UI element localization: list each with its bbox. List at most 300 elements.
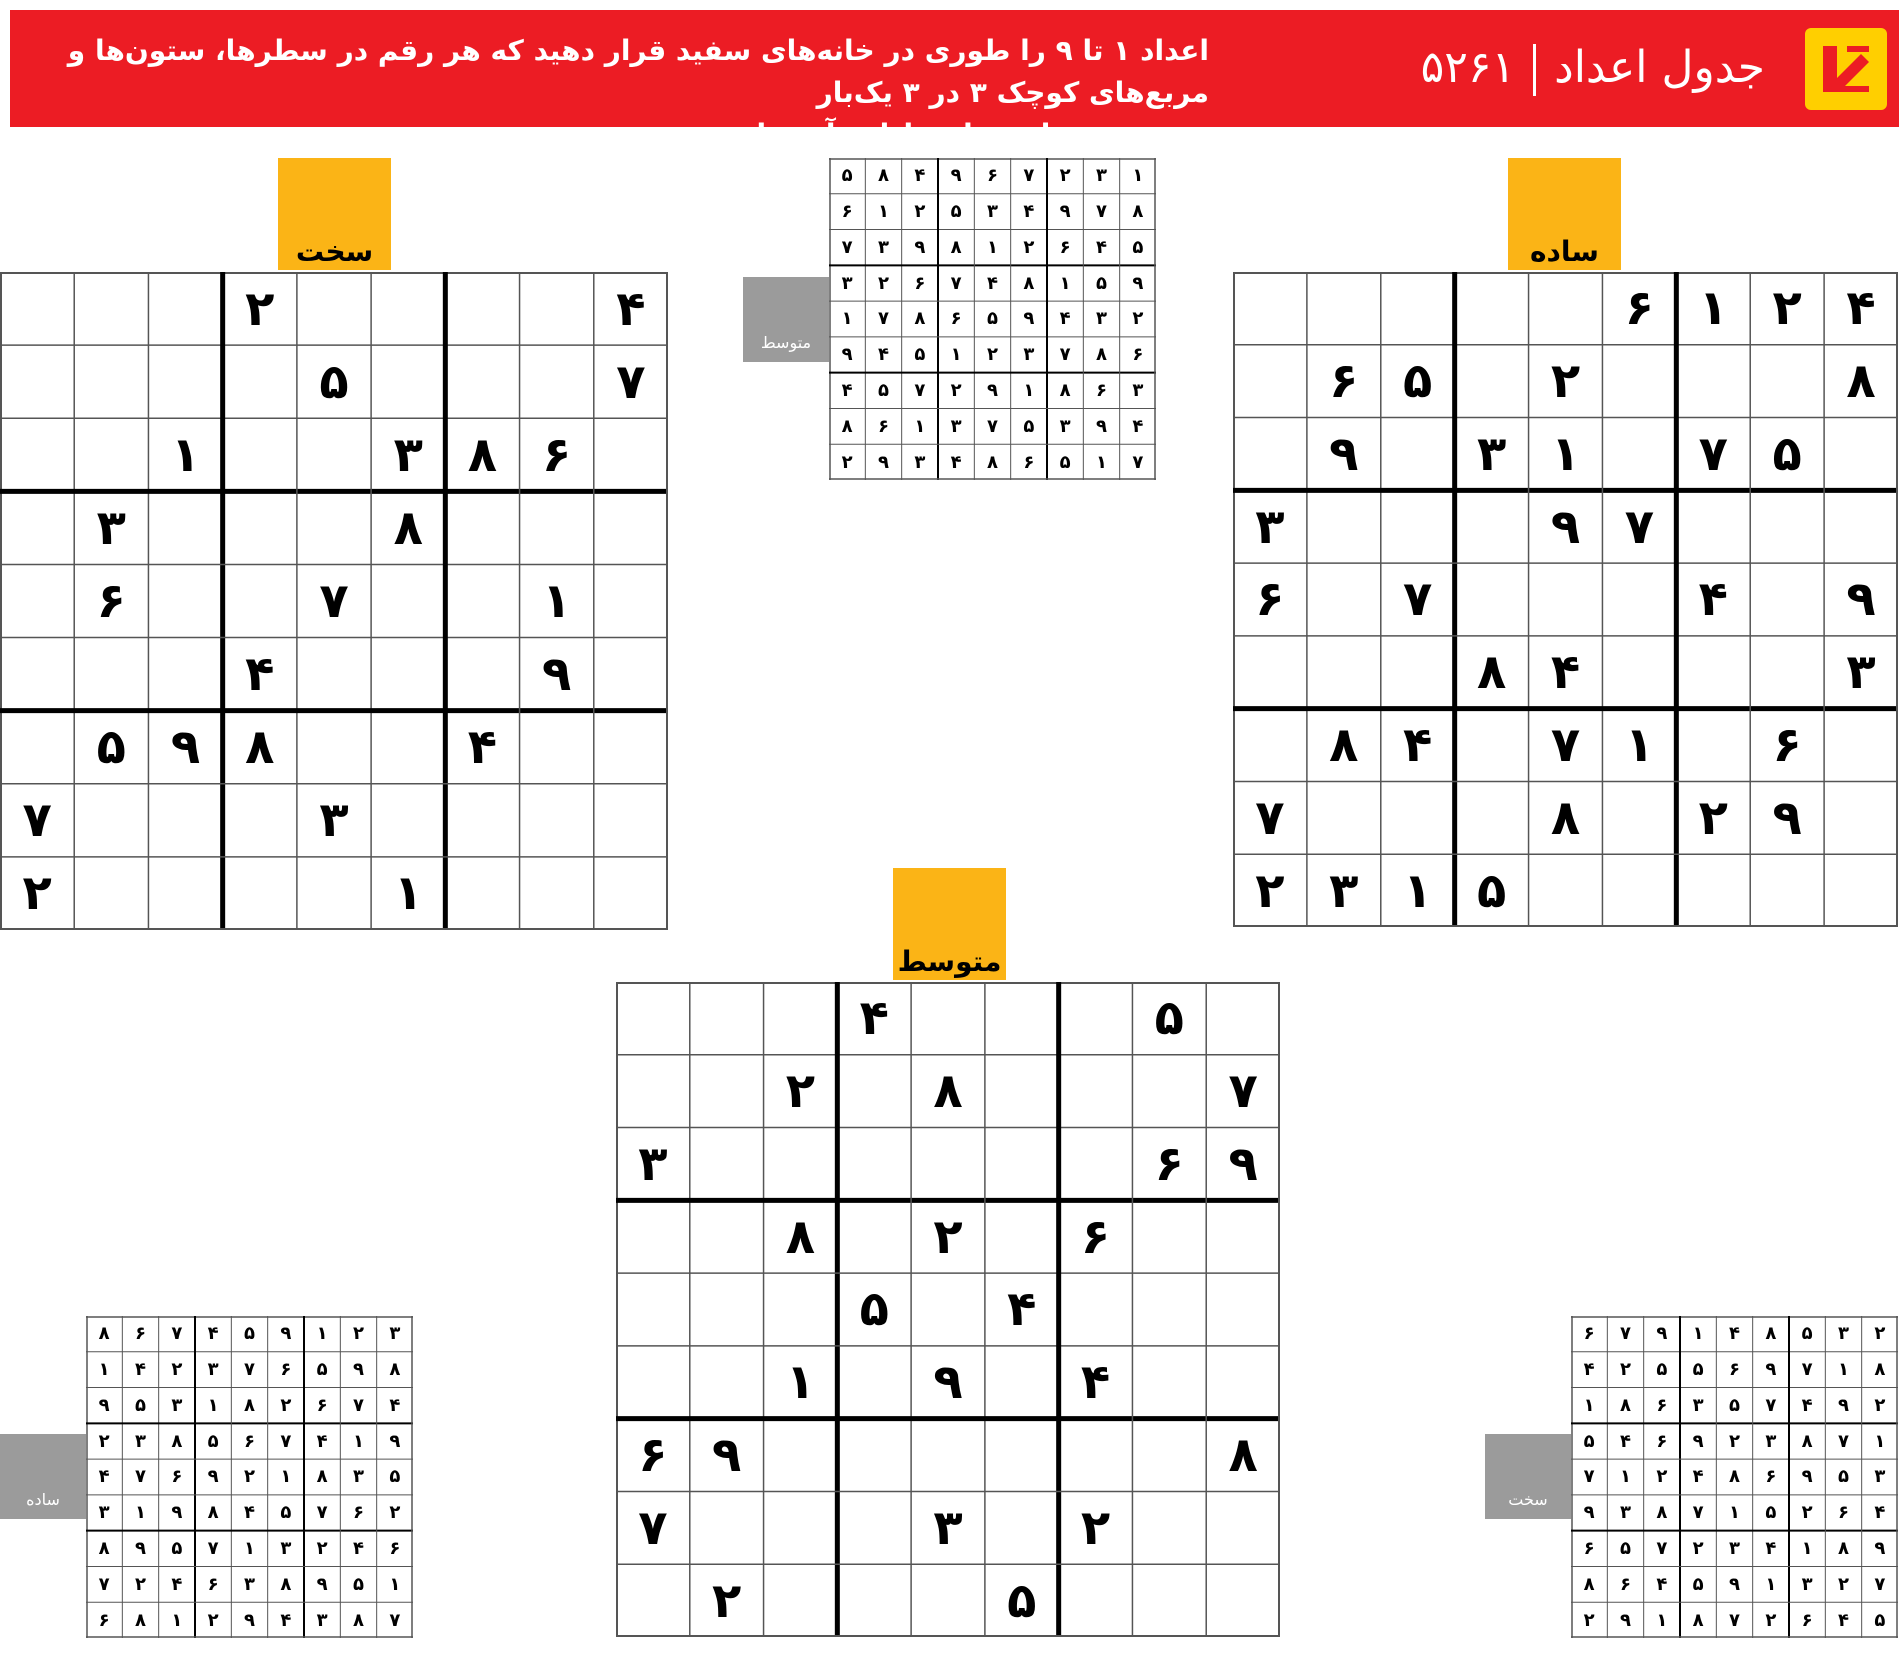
sudoku-cell: ۱ <box>280 1466 292 1488</box>
sudoku-cell: ۸ <box>280 1573 292 1595</box>
sudoku-cell[interactable] <box>0 711 74 784</box>
sudoku-cell[interactable] <box>1529 854 1603 927</box>
sudoku-cell: ۹ <box>986 380 998 402</box>
sudoku-cell[interactable] <box>0 272 74 345</box>
sudoku-cell: ۱ <box>1550 425 1581 482</box>
sudoku-cell: ۳ <box>638 1135 668 1192</box>
sudoku-cell[interactable] <box>985 982 1059 1055</box>
sudoku-cell[interactable] <box>1676 490 1750 563</box>
sudoku-cell: ۸ <box>134 1609 146 1631</box>
sudoku-cell: ۸ <box>467 426 498 483</box>
sudoku-cell[interactable] <box>1206 1273 1280 1346</box>
sudoku-cell: ۵ <box>134 1394 146 1416</box>
sudoku-cell: ۹ <box>1772 789 1802 846</box>
sudoku-cell[interactable] <box>1233 636 1307 709</box>
sudoku-cell: ۴ <box>1132 415 1144 437</box>
sudoku-cell: ۲ <box>389 1502 401 1524</box>
sudoku-cell[interactable] <box>1529 272 1603 345</box>
sudoku-cell[interactable] <box>837 1200 911 1273</box>
sudoku-cell: ۲ <box>134 1573 146 1595</box>
sudoku-cell[interactable] <box>74 857 148 930</box>
sudoku-cell[interactable] <box>0 638 74 711</box>
sudoku-cell[interactable] <box>837 1055 911 1128</box>
sudoku-cell: ۳ <box>316 1609 328 1631</box>
sudoku-cell[interactable] <box>445 491 519 564</box>
sudoku-cell[interactable] <box>1059 1128 1133 1201</box>
sudoku-cell[interactable] <box>690 1273 764 1346</box>
sudoku-cell: ۴ <box>914 165 926 187</box>
sudoku-cell[interactable] <box>690 1128 764 1201</box>
sudoku-cell[interactable] <box>1676 854 1750 927</box>
sudoku-cell: ۸ <box>1765 1323 1777 1345</box>
answer-label-medium: متوسط <box>743 277 829 362</box>
sudoku-cell[interactable] <box>0 345 74 418</box>
answer-label-hard: سخت <box>1485 1434 1571 1519</box>
sudoku-cell[interactable] <box>594 857 668 930</box>
sudoku-cell[interactable] <box>1455 781 1529 854</box>
sudoku-cell[interactable] <box>764 1273 838 1346</box>
sudoku-cell: ۳ <box>1476 425 1507 482</box>
sudoku-cell: ۶ <box>1023 451 1035 473</box>
sudoku-cell[interactable] <box>1455 563 1529 636</box>
sudoku-cell[interactable] <box>1381 272 1455 345</box>
sudoku-cell: ۷ <box>1656 1538 1668 1560</box>
sudoku-cell[interactable] <box>1132 1346 1206 1419</box>
sudoku-cell[interactable] <box>594 418 668 491</box>
sudoku-cell[interactable] <box>1750 636 1824 709</box>
sudoku-cell: ۱ <box>393 865 423 922</box>
sudoku-cell[interactable] <box>1059 1564 1133 1637</box>
sudoku-cell: ۳ <box>1255 498 1285 555</box>
sudoku-cell: ۲ <box>280 1394 292 1416</box>
sudoku-cell[interactable] <box>616 1273 690 1346</box>
sudoku-cell[interactable] <box>837 1419 911 1492</box>
sudoku-cell[interactable] <box>1676 345 1750 418</box>
sudoku-cell: ۳ <box>280 1538 292 1560</box>
sudoku-cell[interactable] <box>1381 636 1455 709</box>
sudoku-cell: ۳ <box>393 426 423 483</box>
sudoku-cell[interactable] <box>837 1346 911 1419</box>
sudoku-cell: ۶ <box>1255 571 1285 628</box>
sudoku-cell[interactable] <box>911 1419 985 1492</box>
sudoku-cell[interactable] <box>1206 982 1280 1055</box>
sudoku-cell[interactable] <box>148 857 222 930</box>
sudoku-cell[interactable] <box>297 272 371 345</box>
sudoku-cell: ۹ <box>1228 1135 1258 1192</box>
sudoku-cell: ۳ <box>933 1499 963 1556</box>
sudoku-cell: ۶ <box>171 1466 183 1488</box>
sudoku-cell: ۶ <box>1624 280 1655 337</box>
sudoku-cell[interactable] <box>1381 418 1455 491</box>
sudoku-cell: ۷ <box>616 353 646 410</box>
sudoku-cell[interactable] <box>1455 345 1529 418</box>
sudoku-cell[interactable] <box>764 982 838 1055</box>
sudoku-cell[interactable] <box>837 1564 911 1637</box>
sudoku-cell[interactable] <box>690 1200 764 1273</box>
sudoku-cell[interactable] <box>1750 563 1824 636</box>
sudoku-cell[interactable] <box>148 491 222 564</box>
sudoku-cell: ۵ <box>859 1281 889 1338</box>
sudoku-cell: ۸ <box>171 1430 183 1452</box>
sudoku-cell[interactable] <box>445 638 519 711</box>
sudoku-cell[interactable] <box>1233 418 1307 491</box>
sudoku-cell: ۴ <box>1095 236 1107 258</box>
sudoku-cell[interactable] <box>1059 982 1133 1055</box>
sudoku-cell[interactable] <box>1750 345 1824 418</box>
sudoku-cell[interactable] <box>985 1128 1059 1201</box>
sudoku-cell[interactable] <box>985 1491 1059 1564</box>
title-text: جدول اعداد <box>1554 42 1765 93</box>
sudoku-cell[interactable] <box>0 418 74 491</box>
sudoku-cell: ۶ <box>1656 1430 1668 1452</box>
sudoku-cell: ۳ <box>1619 1502 1631 1524</box>
sudoku-cell: ۸ <box>352 1609 364 1631</box>
sudoku-cell: ۲ <box>1255 862 1285 919</box>
sudoku-cell: ۸ <box>950 236 962 258</box>
sudoku-cell[interactable] <box>985 1200 1059 1273</box>
sudoku-cell[interactable] <box>911 1564 985 1637</box>
sudoku-cell[interactable] <box>985 1346 1059 1419</box>
sudoku-cell: ۲ <box>933 1208 963 1265</box>
sudoku-cell[interactable] <box>1602 636 1676 709</box>
sudoku-cell[interactable] <box>371 711 445 784</box>
sudoku-cell: ۸ <box>841 415 853 437</box>
sudoku-cell[interactable] <box>371 345 445 418</box>
sudoku-cell: ۶ <box>1132 344 1144 366</box>
sudoku-cell[interactable] <box>445 784 519 857</box>
sudoku-cell: ۸ <box>98 1323 110 1345</box>
sudoku-cell: ۸ <box>316 1466 328 1488</box>
sudoku-cell: ۴ <box>467 719 498 776</box>
sudoku-cell: ۲ <box>1874 1394 1886 1416</box>
sudoku-cell[interactable] <box>1233 345 1307 418</box>
sudoku-cell[interactable] <box>1750 490 1824 563</box>
sudoku-cell: ۲ <box>1023 236 1035 258</box>
sudoku-cell[interactable] <box>297 418 371 491</box>
sudoku-cell[interactable] <box>1206 1200 1280 1273</box>
sudoku-cell[interactable] <box>445 857 519 930</box>
sudoku-cell[interactable] <box>1132 1419 1206 1492</box>
sudoku-cell[interactable] <box>223 857 297 930</box>
header-banner <box>10 10 1899 151</box>
sudoku-cell[interactable] <box>297 711 371 784</box>
sudoku-cell[interactable] <box>594 638 668 711</box>
sudoku-cell: ۵ <box>1154 990 1184 1047</box>
sudoku-cell[interactable] <box>0 491 74 564</box>
sudoku-cell: ۷ <box>950 272 962 294</box>
sudoku-cell: ۴ <box>1728 1323 1740 1345</box>
sudoku-cell: ۴ <box>1846 280 1876 337</box>
sudoku-cell: ۵ <box>1403 353 1433 410</box>
sudoku-cell[interactable] <box>74 638 148 711</box>
sudoku-cell: ۶ <box>1772 717 1802 774</box>
sudoku-cell[interactable] <box>445 345 519 418</box>
sudoku-cell[interactable] <box>837 1128 911 1201</box>
sudoku-cell[interactable] <box>1132 1273 1206 1346</box>
sudoku-cell: ۶ <box>1154 1135 1184 1192</box>
sudoku-cell[interactable] <box>1132 1564 1206 1637</box>
sudoku-cell[interactable] <box>1233 272 1307 345</box>
sudoku-cell: ۷ <box>207 1538 219 1560</box>
sudoku-cell: ۶ <box>950 308 962 330</box>
sudoku-cell: ۸ <box>914 308 926 330</box>
sudoku-cell: ۷ <box>1550 717 1581 774</box>
sudoku-cell: ۵ <box>1765 1502 1777 1524</box>
sudoku-cell: ۱ <box>1765 1573 1777 1595</box>
sudoku-cell[interactable] <box>223 418 297 491</box>
sudoku-cell: ۵ <box>1476 862 1507 919</box>
sudoku-cell[interactable] <box>1059 1419 1133 1492</box>
sudoku-cell[interactable] <box>371 564 445 637</box>
sudoku-cell: ۵ <box>1656 1359 1668 1381</box>
sudoku-cell: ۵ <box>316 1359 328 1381</box>
sudoku-cell: ۵ <box>280 1502 292 1524</box>
sudoku-cell: ۹ <box>280 1323 292 1345</box>
sudoku-cell[interactable] <box>594 711 668 784</box>
sudoku-cell: ۸ <box>1132 201 1144 223</box>
sudoku-cell: ۷ <box>1095 201 1107 223</box>
sudoku-cell[interactable] <box>764 1491 838 1564</box>
logo <box>1805 28 1887 110</box>
sudoku-cell[interactable] <box>985 1419 1059 1492</box>
sudoku-cell: ۲ <box>1550 353 1581 410</box>
sudoku-cell[interactable] <box>1381 781 1455 854</box>
sudoku-cell[interactable] <box>371 784 445 857</box>
sudoku-cell: ۹ <box>1846 571 1876 628</box>
sudoku-cell[interactable] <box>445 564 519 637</box>
sudoku-cell: ۲ <box>98 1430 110 1452</box>
sudoku-cell: ۷ <box>243 1359 255 1381</box>
sudoku-cell[interactable] <box>616 1564 690 1637</box>
sudoku-cell: ۳ <box>134 1430 146 1452</box>
sudoku-cell[interactable] <box>223 784 297 857</box>
sudoku-cell: ۲ <box>1619 1359 1631 1381</box>
sudoku-cell[interactable] <box>74 272 148 345</box>
sudoku-cell[interactable] <box>520 784 594 857</box>
sudoku-cell[interactable] <box>1602 418 1676 491</box>
sudoku-cell: ۵ <box>1059 451 1071 473</box>
sudoku-cell: ۷ <box>316 1502 328 1524</box>
sudoku-cell[interactable] <box>1455 709 1529 782</box>
sudoku-cell[interactable] <box>1750 854 1824 927</box>
sudoku-cell: ۶ <box>1583 1323 1595 1345</box>
sudoku-cell[interactable] <box>74 418 148 491</box>
sudoku-cell: ۱ <box>1692 1323 1704 1345</box>
sudoku-cell[interactable] <box>616 1200 690 1273</box>
sudoku-cell: ۶ <box>1765 1466 1777 1488</box>
sudoku-cell[interactable] <box>297 491 371 564</box>
sudoku-cell[interactable] <box>1307 490 1381 563</box>
title-separator <box>1533 44 1536 96</box>
sudoku-cell[interactable] <box>223 345 297 418</box>
sudoku-cell: ۷ <box>638 1499 668 1556</box>
sudoku-cell: ۵ <box>171 1538 183 1560</box>
sudoku-cell: ۲ <box>1583 1609 1595 1631</box>
sudoku-cell: ۶ <box>914 272 926 294</box>
sudoku-cell: ۹ <box>1550 498 1581 555</box>
sudoku-cell: ۱ <box>134 1502 146 1524</box>
sudoku-cell[interactable] <box>1824 854 1898 927</box>
sudoku-cell: ۶ <box>542 426 572 483</box>
sudoku-cell: ۳ <box>1329 862 1359 919</box>
sudoku-cell: ۵ <box>207 1430 219 1452</box>
sudoku-cell[interactable] <box>1676 709 1750 782</box>
sudoku-cell[interactable] <box>520 857 594 930</box>
sudoku-cell[interactable] <box>1059 1273 1133 1346</box>
sudoku-cell: ۶ <box>352 1502 364 1524</box>
sudoku-cell: ۴ <box>134 1359 146 1381</box>
instructions-line-2: دیده شود. پاسخ‌ها در ادامه آمده است. <box>688 118 1209 151</box>
sudoku-cell[interactable] <box>0 564 74 637</box>
sudoku-cell[interactable] <box>520 711 594 784</box>
sudoku-cell: ۷ <box>1874 1573 1886 1595</box>
sudoku-cell[interactable] <box>1381 490 1455 563</box>
sudoku-cell[interactable] <box>223 491 297 564</box>
sudoku-cell: ۸ <box>1692 1609 1704 1631</box>
sudoku-cell: ۳ <box>1765 1430 1777 1452</box>
sudoku-cell: ۳ <box>1059 415 1071 437</box>
sudoku-cell[interactable] <box>764 1419 838 1492</box>
sudoku-cell: ۲ <box>1656 1466 1668 1488</box>
sudoku-cell[interactable] <box>690 982 764 1055</box>
sudoku-cell[interactable] <box>594 564 668 637</box>
sudoku-cell[interactable] <box>371 638 445 711</box>
sudoku-cell[interactable] <box>74 784 148 857</box>
sudoku-cell[interactable] <box>594 491 668 564</box>
sudoku-cell: ۴ <box>841 380 853 402</box>
sudoku-cell[interactable] <box>616 1346 690 1419</box>
sudoku-cell[interactable] <box>148 784 222 857</box>
sudoku-cell: ۷ <box>1837 1430 1849 1452</box>
sudoku-cell[interactable] <box>1132 1055 1206 1128</box>
sudoku-cell[interactable] <box>690 1491 764 1564</box>
sudoku-cell: ۴ <box>245 646 275 703</box>
sudoku-cell: ۸ <box>1619 1394 1631 1416</box>
sudoku-cell[interactable] <box>1307 272 1381 345</box>
sudoku-cell[interactable] <box>837 1491 911 1564</box>
sudoku-cell[interactable] <box>148 564 222 637</box>
sudoku-cell: ۷ <box>319 572 349 629</box>
sudoku-cell[interactable] <box>764 1128 838 1201</box>
sudoku-cell: ۱ <box>877 201 889 223</box>
sudoku-cell[interactable] <box>1206 1346 1280 1419</box>
sudoku-cell: ۹ <box>1023 308 1035 330</box>
sudoku-cell[interactable] <box>1307 563 1381 636</box>
sudoku-cell: ۴ <box>1403 717 1433 774</box>
sudoku-cell[interactable] <box>1824 781 1898 854</box>
sudoku-cell: ۵ <box>1728 1394 1740 1416</box>
sudoku-cell: ۴ <box>986 272 998 294</box>
sudoku-cell[interactable] <box>1824 418 1898 491</box>
sudoku-cell: ۱ <box>1624 717 1655 774</box>
sudoku-cell[interactable] <box>911 1273 985 1346</box>
sudoku-cell[interactable] <box>371 272 445 345</box>
sudoku-cell[interactable] <box>520 272 594 345</box>
sudoku-cell[interactable] <box>1824 709 1898 782</box>
sudoku-cell[interactable] <box>616 1055 690 1128</box>
sudoku-cell: ۱ <box>1059 272 1071 294</box>
sudoku-cell[interactable] <box>1206 1491 1280 1564</box>
sudoku-cell: ۷ <box>1619 1323 1631 1345</box>
sudoku-cell[interactable] <box>911 982 985 1055</box>
sudoku-cell[interactable] <box>74 345 148 418</box>
sudoku-cell[interactable] <box>690 1346 764 1419</box>
sudoku-cell[interactable] <box>764 1564 838 1637</box>
sudoku-cell[interactable] <box>1307 781 1381 854</box>
sudoku-cell[interactable] <box>223 564 297 637</box>
sudoku-cell: ۸ <box>877 165 889 187</box>
sudoku-cell: ۸ <box>1059 380 1071 402</box>
sudoku-cell[interactable] <box>1602 781 1676 854</box>
sudoku-cell[interactable] <box>1602 345 1676 418</box>
sudoku-cell[interactable] <box>1132 1491 1206 1564</box>
sudoku-cell[interactable] <box>616 982 690 1055</box>
sudoku-cell: ۴ <box>352 1538 364 1560</box>
sudoku-cell: ۵ <box>1619 1538 1631 1560</box>
sudoku-cell[interactable] <box>1132 1200 1206 1273</box>
sudoku-cell: ۹ <box>841 344 853 366</box>
sudoku-cell[interactable] <box>1824 490 1898 563</box>
sudoku-cell[interactable] <box>148 638 222 711</box>
sudoku-cell: ۴ <box>243 1502 255 1524</box>
sudoku-cell: ۶ <box>316 1394 328 1416</box>
sudoku-cell[interactable] <box>297 857 371 930</box>
sudoku-cell[interactable] <box>690 1055 764 1128</box>
sudoku-cell: ۱ <box>1583 1394 1595 1416</box>
sudoku-cell[interactable] <box>1059 1055 1133 1128</box>
sudoku-cell[interactable] <box>1455 490 1529 563</box>
sudoku-cell: ۸ <box>1228 1427 1258 1484</box>
sudoku-cell: ۶ <box>1619 1573 1631 1595</box>
sudoku-cell[interactable] <box>594 784 668 857</box>
sudoku-cell: ۵ <box>1837 1466 1849 1488</box>
sudoku-cell: ۲ <box>207 1609 219 1631</box>
sudoku-cell: ۸ <box>933 1063 963 1120</box>
sudoku-cell: ۴ <box>616 280 646 337</box>
sudoku-cell[interactable] <box>1455 272 1529 345</box>
sudoku-cell: ۸ <box>1846 353 1876 410</box>
sudoku-cell: ۳ <box>98 1502 110 1524</box>
sudoku-cell[interactable] <box>1529 563 1603 636</box>
sudoku-cell: ۸ <box>1023 272 1035 294</box>
instructions <box>29 30 1209 156</box>
sudoku-cell: ۲ <box>171 1359 183 1381</box>
sudoku-cell: ۴ <box>1698 571 1728 628</box>
sudoku-cell[interactable] <box>520 491 594 564</box>
sudoku-cell: ۷ <box>134 1466 146 1488</box>
sudoku-cell[interactable] <box>297 638 371 711</box>
sudoku-cell[interactable] <box>148 272 222 345</box>
sudoku-cell: ۱ <box>389 1573 401 1595</box>
sudoku-cell: ۵ <box>243 1323 255 1345</box>
sudoku-cell: ۴ <box>1692 1466 1704 1488</box>
sudoku-cell: ۴ <box>877 344 889 366</box>
sudoku-cell[interactable] <box>911 1128 985 1201</box>
sudoku-cell[interactable] <box>148 345 222 418</box>
sudoku-cell[interactable] <box>1602 563 1676 636</box>
sudoku-cell[interactable] <box>1602 854 1676 927</box>
sudoku-cell[interactable] <box>1206 1564 1280 1637</box>
sudoku-cell: ۴ <box>1550 644 1581 701</box>
sudoku-cell[interactable] <box>1233 709 1307 782</box>
sudoku-cell[interactable] <box>445 272 519 345</box>
sudoku-cell[interactable] <box>1307 636 1381 709</box>
sudoku-cell: ۹ <box>1765 1359 1777 1381</box>
sudoku-cell: ۵ <box>841 165 853 187</box>
sudoku-cell[interactable] <box>1676 636 1750 709</box>
sudoku-cell[interactable] <box>985 1055 1059 1128</box>
sudoku-cell[interactable] <box>520 345 594 418</box>
